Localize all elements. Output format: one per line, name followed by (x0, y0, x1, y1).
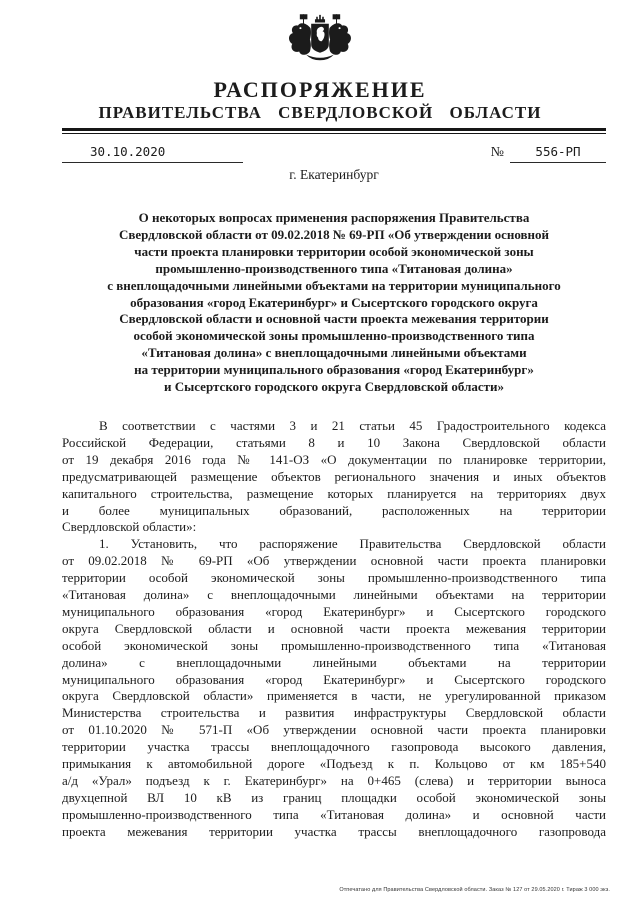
issuer-heading: ПРАВИТЕЛЬСТВА СВЕРДЛОВСКОЙ ОБЛАСТИ (98, 103, 542, 122)
document-date: 30.10.2020 (62, 144, 243, 163)
document-number-group (491, 144, 606, 163)
number-sign: № (490, 145, 504, 160)
document-number: 556-РП (510, 144, 606, 163)
letterhead-divider (62, 128, 606, 134)
body-paragraph-item1: 1. Установить, что распоряжение Правительства Свердловской области от 09.02.2018 № 69-РП «Об утверждении основной части проекта планировки территории особой экономической зоны промышленно-производственного типа «Титановая долина» с внеплощадочными линейными объектами на территории муниципального образования «город Екатеринбург» и Сысертского городского округа Свердловской области и основной части проекта межевания территории особой экономической зоны промышленно-производственного типа «Титановая долина» с внеплощадочными линейными объектами на территории муниципального образования «город Екатеринбург» и Сысертского городского округа Свердловской области» применяется в части, не урегулированной приказом Министерства строительства и развития инфраструктуры Свердловской области от 01.10.2020 № 571-П «Об утверждении основной части проекта планировки территории участка трассы внеплощадочного газопровода высокого давления, примыкания к автомобильной дороге «Подъезд к п. Кольцово от км 185+540 а/д «Урал» подъезд к г. Екатеринбург» на 0+465 (слева) и территории выноса двухцепной ВЛ 10 кВ из границ площадки особой экономической зоны промышленно-производственного типа «Титановая долина» и основной части проекта межевания территории участка трассы внеплощадочного газопровода (62, 536, 606, 839)
coat-of-arms-icon (282, 13, 358, 76)
print-note: Отпечатано для Правительства Свердловской области. Заказ № 127 от 29.05.2020 г. Тираж 3 000 экз. (339, 887, 610, 893)
meta-row (62, 144, 606, 163)
body-paragraph-intro: В соответствии с частями 3 и 21 статьи 45 Градостроительного кодекса Российской Федерации, статьями 8 и 10 Закона Свердловской области от 19 декабря 2016 года № 141-ОЗ «О документации по планировке территории, предусматривающей размещение объектов регионального значения и иных объектов капитального строительства, размещение которых планируется на территориях двух и более муниципальных образований, расположенных на территории Свердловской области»: (62, 417, 606, 535)
place-line: г. Екатеринбург (289, 167, 379, 182)
document-type-heading: РАСПОРЯЖЕНИЕ (213, 77, 427, 102)
document-subject: О некоторых вопросах применения распоряжения Правительства Свердловской области от 09.02.2018 № 69-РП «Об утверждении основной части проекта планировки территории особой экономической зоны промышленно-производственного типа «Титановая долина» с внеплощадочными линейными объектами на территории муниципального образования «город Екатеринбург» и Сысертского городского округа Свердловской области и основной части проекта межевания территории особой экономической зоны промышленно-производственного типа «Титановая долина» с внеплощадочными линейными объектами на территории муниципального образования «город Екатеринбург» и Сысертского городского округа Свердловской области» (107, 210, 561, 395)
letterhead (0, 0, 640, 76)
document-body (62, 418, 606, 841)
